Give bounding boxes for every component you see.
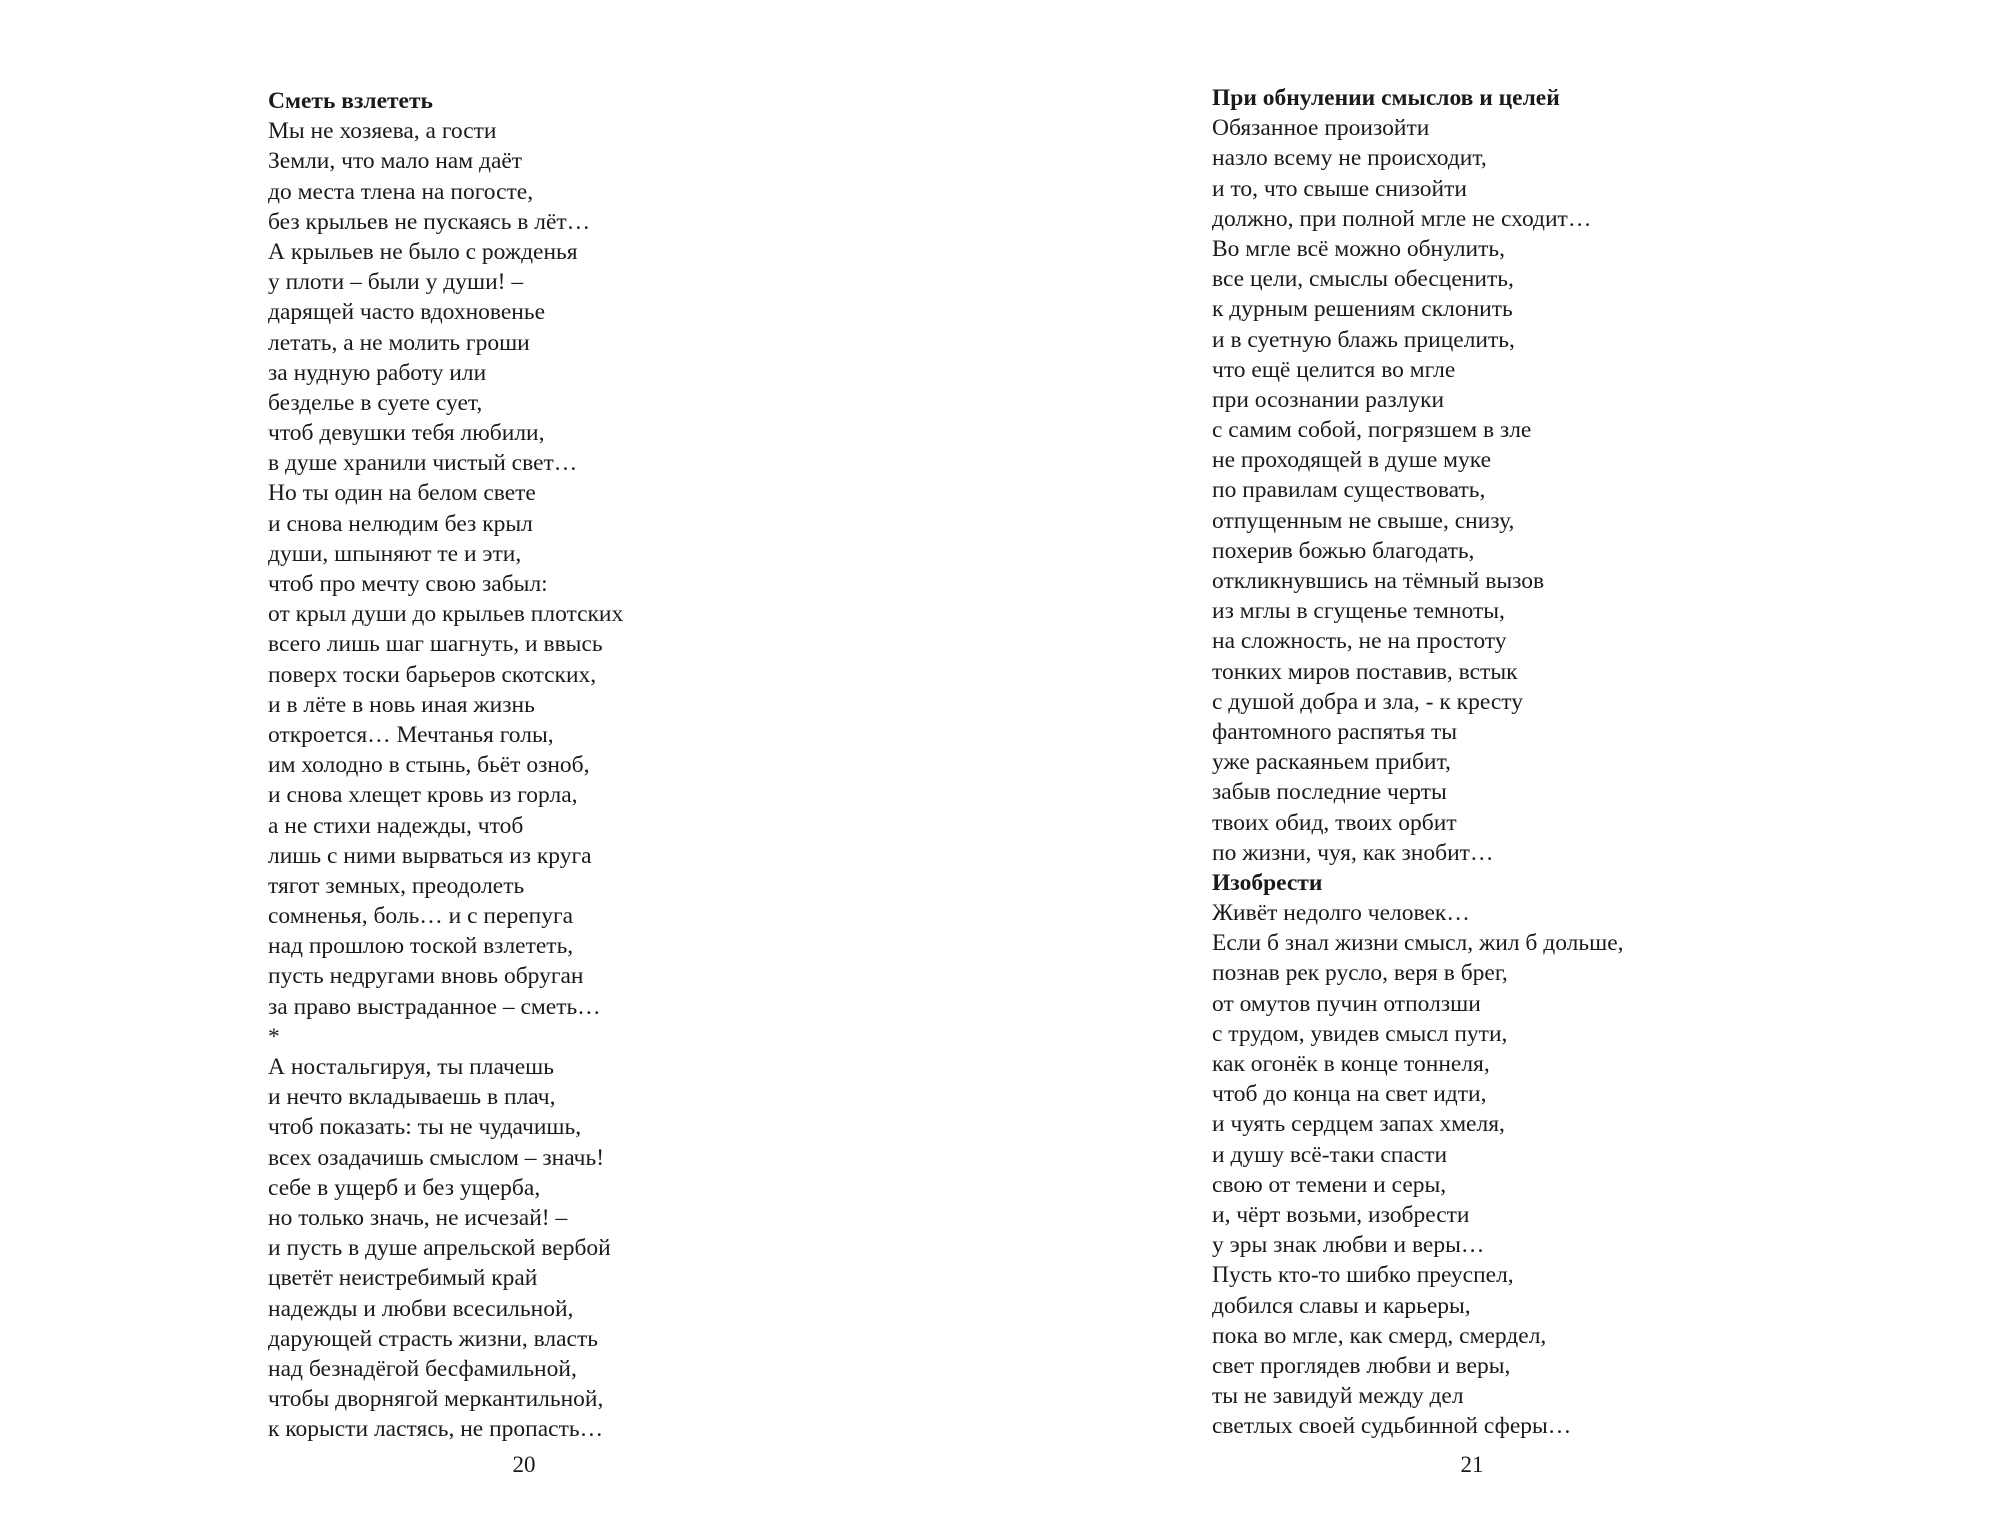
poem-line: всех озадачишь смыслом – значь! (268, 1144, 605, 1171)
poem-line: Живёт недолго человек… (1212, 900, 1470, 927)
poem-line: по правилам существовать, (1212, 477, 1486, 504)
poem-line: пусть недругами вновь обруган (268, 963, 584, 990)
poem-line: у плоти – были у души! – (268, 269, 524, 296)
poem-line: должно, при полной мгле не сходит… (1212, 205, 1592, 232)
poem-title-smet-vzletet: Сметь взлететь (268, 88, 433, 114)
poem-line: без крыльев не пускаясь в лёт… (268, 208, 591, 235)
poem-line: себе в ущерб и без ущерба, (268, 1174, 541, 1201)
poem-line: и то, что свыше снизойти (1212, 175, 1467, 202)
poem-line: при осознании разлуки (1212, 386, 1445, 413)
poem-line: на сложность, не на простоту (1212, 628, 1507, 655)
poem-line: и в суетную блажь прицелить, (1212, 326, 1515, 353)
poem-line: и в лёте в новь иная жизнь (268, 691, 535, 718)
poem-line: цветёт неистребимый край (268, 1265, 538, 1292)
poem-line: фантомного распятья ты (1212, 718, 1458, 745)
page-number-right: 21 (1460, 1452, 1484, 1477)
poem-line: уже раскаяньем прибит, (1212, 749, 1451, 776)
poem-line: над безнадёгой бесфамильной, (268, 1355, 577, 1382)
poem-line: Если б знал жизни смысл, жил б дольше, (1212, 930, 1624, 957)
poem-line: из мглы в сгущенье темноты, (1212, 598, 1505, 625)
poem-line: твоих обид, твоих орбит (1212, 809, 1457, 836)
poem-line: отпущенным не свыше, снизу, (1212, 507, 1515, 534)
poem-line: похерив божью благодать, (1212, 537, 1475, 564)
poem-line: назло всему не происходит, (1212, 145, 1487, 172)
poem-line: дарующей страсть жизни, власть (268, 1325, 598, 1352)
poem-line: чтоб показать: ты не чудачишь, (268, 1114, 582, 1141)
poem-line: пока во мгле, как смерд, смердел, (1212, 1322, 1547, 1349)
poem-line: от омутов пучин отползши (1212, 990, 1481, 1017)
poem-line: за право выстраданное – сметь… (268, 993, 601, 1020)
poem-line: надежды и любви всесильной, (268, 1295, 574, 1322)
poem-line: от крыл души до крыльев плотских (268, 601, 624, 628)
poem-lines (1212, 113, 1624, 868)
poem-line: чтоб девушки тебя любили, (268, 420, 545, 447)
poem-line: * (268, 1023, 280, 1050)
poem-line: но только значь, не исчезай! – (268, 1204, 568, 1231)
poem-line: Во мгле всё можно обнулить, (1212, 235, 1505, 262)
poem-line: за нудную работу или (268, 359, 487, 386)
poem-line: а не стихи надежды, чтоб (268, 812, 524, 839)
poem-lines (268, 116, 623, 1444)
poem-line: над прошлою тоской взлететь, (268, 933, 574, 960)
poem-line: забыв последние черты (1212, 779, 1447, 806)
poem-line: Но ты один на белом свете (268, 480, 536, 507)
poem-line: по жизни, чуя, как знобит… (1212, 839, 1494, 866)
poem-line: всего лишь шаг шагнуть, и ввысь (268, 631, 603, 658)
poem-line: чтоб до конца на свет идти, (1212, 1081, 1487, 1108)
poem-line: летать, а не молить гроши (268, 329, 530, 356)
poem-line: к корысти ластясь, не пропасть… (268, 1416, 604, 1443)
poem-line: и душу всё-таки спасти (1212, 1141, 1448, 1168)
poem-line: ты не завидуй между дел (1212, 1383, 1464, 1410)
poem-line: у эры знак любви и веры… (1212, 1232, 1485, 1259)
poem-line: к дурным решениям склонить (1212, 296, 1513, 323)
poem-line: в душе хранили чистый свет… (268, 450, 578, 477)
poem-line: поверх тоски барьеров скотских, (268, 661, 597, 688)
poem-lines (1212, 898, 1624, 1441)
poem-line: с трудом, увидев смысл пути, (1212, 1020, 1508, 1047)
poem-title-izobresti: Изобрести (1212, 869, 1323, 896)
poem-line: и пусть в душе апрельской вербой (268, 1235, 611, 1262)
poem-line: и снова хлещет кровь из горла, (268, 782, 578, 809)
poem-line: с душой добра и зла, - к кресту (1212, 688, 1523, 715)
poem-line: Земли, что мало нам даёт (268, 148, 523, 175)
poem-line: и чуять сердцем запах хмеля, (1212, 1111, 1505, 1138)
poem-line: до места тлена на погосте, (268, 178, 534, 205)
poem-line: А крыльев не было с рожденья (268, 238, 578, 265)
poem-line: безделье в суете сует, (268, 389, 483, 416)
left-poem-column (268, 86, 623, 1444)
poem-line: сомненья, боль… и с перепуга (268, 903, 574, 930)
poem-line: не проходящей в душе муке (1212, 447, 1492, 474)
right-page (1000, 0, 2000, 1528)
poem-line: познав рек русло, веря в брег, (1212, 960, 1508, 987)
poem-line: с самим собой, погрязшем в зле (1212, 417, 1532, 444)
page-number-left: 20 (512, 1452, 536, 1477)
poem-line: чтоб про мечту свою забыл: (268, 571, 548, 597)
poem-line: и нечто вкладываешь в плач, (268, 1084, 556, 1111)
poem-line: и снова нелюдим без крыл (268, 510, 533, 537)
poem-line: что ещё целится во мгле (1212, 356, 1456, 383)
poem-line: чтобы дворнягой меркантильной, (268, 1386, 604, 1413)
poem-line: А ностальгируя, ты плачешь (268, 1054, 554, 1080)
poem-line: светлых своей судьбинной сферы… (1212, 1413, 1572, 1440)
poem-line: откроется… Мечтанья голы, (268, 721, 554, 748)
poem-line: все цели, смыслы обесценить, (1212, 266, 1514, 293)
poem-line: тонких миров поставив, встык (1212, 658, 1518, 685)
poem-line: Обязанное произойти (1212, 115, 1430, 142)
poem-line: и, чёрт возьми, изобрести (1212, 1201, 1470, 1228)
poem-title-pri-obnulenii: При обнулении смыслов и целей (1212, 85, 1560, 111)
poem-line: им холодно в стынь, бьёт озноб, (268, 752, 590, 779)
poem-line: лишь с ними вырваться из круга (268, 842, 592, 869)
poem-line: Пусть кто-то шибко преуспел, (1212, 1262, 1514, 1289)
poem-line: свою от темени и серы, (1212, 1171, 1447, 1198)
poem-line: тягот земных, преодолеть (268, 872, 525, 899)
poem-line: души, шпыняют те и эти, (268, 540, 522, 567)
poem-line: Мы не хозяева, а гости (268, 118, 497, 145)
poem-line: добился славы и карьеры, (1212, 1292, 1471, 1319)
poem-line: дарящей часто вдохновенье (268, 299, 546, 326)
poem-line: свет проглядев любви и веры, (1212, 1352, 1511, 1379)
right-poem-column (1212, 83, 1624, 1441)
poem-line: откликнувшись на тёмный вызов (1212, 568, 1545, 594)
poem-line: как огонёк в конце тоннеля, (1212, 1051, 1490, 1077)
